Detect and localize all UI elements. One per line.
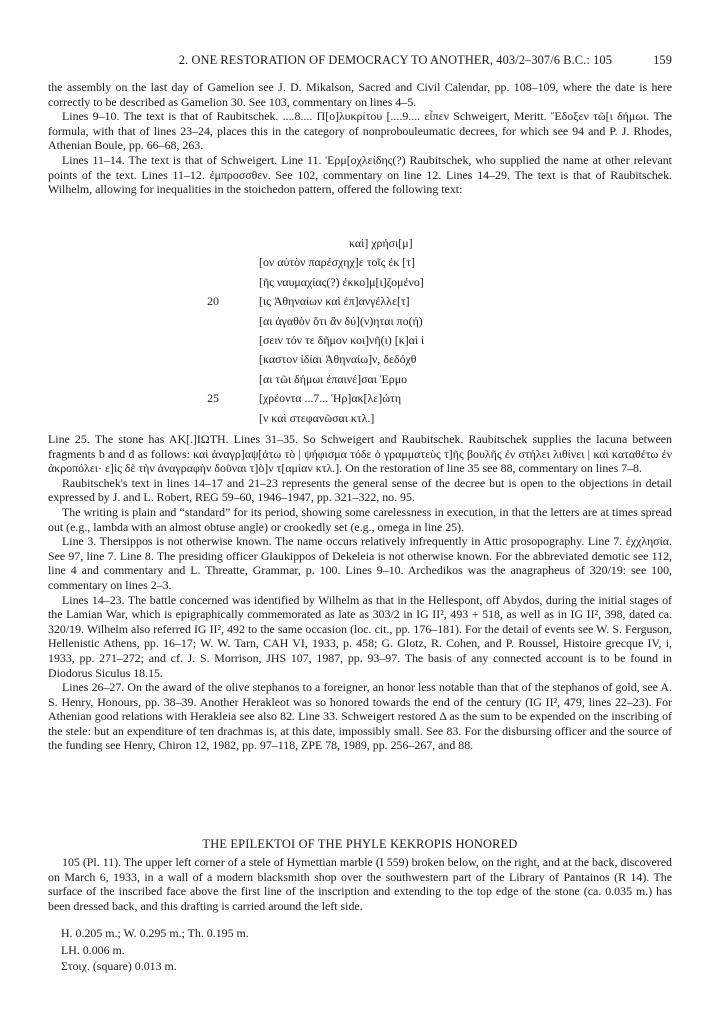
line-text: [σειν τόν τε δῆμον κοι]νῆ(ι) [κ]αὶ ἰ [259,332,425,347]
commentary-paragraph: Line 25. The stone has AK[.]IΩTH. Lines 31–35. So Schweigert and Raubitschek. Raubitschek supplies the lacuna between fragments b and d as follows: καὶ ἀναγρ]αψ[άτω τὸ | ψήφισμα τόδε ὁ γραμματεὺς τ]ῆς βουλῆς ἐν στήλει λιθίνει | καὶ καταθέτω ἐν ἀκροπόλει· ε]ἰς δὲ τὴν ἀναγραφὴν δοῦναι τ]ὸ]ν τ[αμίαν κτλ.]. On the restoration of line 35 see 88, commentary on lines 7–8. [48,432,672,476]
running-title: 2. ONE RESTORATION OF DEMOCRACY TO ANOTHER, 403/2–307/6 B.C.: 105 [178,53,612,67]
greek-inscription-text [207,234,533,428]
inscription-line [233,409,533,428]
line-text: [αι τῶι δήμωι ἐπαινέ]σαι Ἑρμο [259,371,408,386]
commentary-paragraph: Line 3. Thersippos is not otherwise known. The name occurs relatively infrequently in Attic prosopography. Line 7. ἐχχλησία. See 97, line 7. Line 8. The presiding officer Glaukippos of Dekeleia is not otherwise known. For the abbreviated demotic see 112, line 4 and commentary and L. Threatte, Grammar, p. 100. Lines 9–10. Archedikos was the anagrapheus of 320/19: see 100, commentary on lines 2–3. [48,534,672,592]
inscription-line [233,253,533,272]
commentary-lower [48,432,672,753]
inscription-line [207,389,533,408]
commentary-paragraph: Lines 11–14. The text is that of Schweigert. Line 11. Ἑρμ[οχλείδης(?) Raubitschek, who supplied the name at other relevant points of the text. Lines 11–12. ἐμπροσσθεν. See 102, commentary on line 12. Lines 14–29. The text is that of Raubitschek. Wilhelm, allowing for inequalities in the stoichedon pattern, offered the following text: [48,152,672,197]
inscription-line [233,312,533,331]
inscription-line [233,370,533,389]
inscription-line [233,234,533,253]
commentary-paragraph: Lines 14–23. The battle concerned was identified by Wilhelm as that in the Hellespont, off Abydos, during the initial stages of the Lamian War, which is epigraphically commemorated as late as 303/2 in IG II², 493 + 518, as well as in IG II², 398, dated ca. 320/19. Wilhelm also referred IG II², 492 to the same occasion (loc. cit., pp. 176–181). For the detail of events see W. S. Ferguson, Hellenistic Athens, pp. 16–17; W. W. Tarn, CAH VI, 1933, p. 458; G. Glotz, R. Cohen, and P. Roussel, Histoire grecque IV, i, 1933, pp. 271–272; and cf. J. S. Morrison, JHS 107, 1987, pp. 93–97. The basis of any connected account is to be found in Diodorus Siculus 18.15. [48,592,672,680]
inscription-line [233,350,533,369]
entry-105-paragraph: 105 (Pl. 11). The upper left corner of a stele of Hymettian marble (I 559) broken below, on the right, and at the back, discovered on March 6, 1933, in a wall of a modern blacksmith shop over the southwestern part of the Library of Pantainos (R 14). The surface of the inscribed face above the first line of the inscription and extending to the top edge of the stone (ca. 0.035 m.) has been dressed back, and this drafting is carried around the left side. [48,855,672,913]
measurement-line: Στοιχ. (square) 0.013 m. [61,959,177,974]
measurements [61,925,461,975]
commentary-paragraph: Lines 9–10. The text is that of Raubitschek. ....8.... Π[ο]λυκρίτου [....9.... εἶπεν Schweigert, Meritt. Ἔδοξεν τῶ[ι δήμωι. The formula, with that of lines 23–24, places this in the category of nonprobouleumatic decrees, for which see 94 and P. J. Rhodes, Athenian Boule, pp. 66–68, 263. [48,109,672,153]
line-text: [ν καὶ στεφανῶσαι κτλ.] [259,410,375,425]
inscription-line [233,273,533,292]
commentary-upper [48,80,672,197]
inscription-line [207,292,533,311]
line-text: [καστον ἰδίαι Ἀθηναίω]ν, δεδόχθ [259,352,417,367]
running-header [48,51,672,69]
page-number: 159 [653,53,672,67]
line-text: [ῆς ναυμαχίας(?) ἐκκο]μ[ι]ζομένο] [259,274,424,289]
line-number: 20 [207,294,219,309]
entry-description [48,855,672,913]
commentary-paragraph: the assembly on the last day of Gamelion see J. D. Mikalson, Sacred and Civil Calendar, pp. 108–109, where the date is here correctly to be described as Gamelion 30. See 103, commentary on lines 4–5. [48,80,672,109]
line-text: [ον αὐτὸν παρέσχηχ]ε τοῖς ἐκ [τ] [259,255,415,270]
commentary-paragraph: The writing is plain and “standard” for its period, showing some carelessness in execution, in that the letters are at times spread out (e.g., lambda with an almost obtuse angle) or crookedly set (e.g., omega in line 25). [48,504,672,534]
line-text: καὶ] χρήσι[μ] [349,236,413,250]
measurement-line: LH. 0.006 m. [61,942,125,957]
section-heading: THE EPILEKTOI OF THE PHYLE KEKROPIS HONORED [202,837,518,851]
commentary-paragraph: Lines 26–27. On the award of the olive stephanos to a foreigner, an honor less notable than that of the stephanos of gold, see A. S. Henry, Honours, pp. 38–39. Another Herakleot was so honored towards the end of the century (IG II², 479, lines 22–23). For Athenian good relations with Herakleia see also 82. Line 33. Schweigert restored Δ as the sum to be expended on the inscribing of the stele: but an expenditure of ten drachmas is, at this date, impossibly small. See 83. For the disbursing officer and the source of the funding see Henry, Chiron 12, 1982, pp. 97–118, ZPE 78, 1989, pp. 256–267, and 88. [48,680,672,753]
line-text: [χρέοντα ...7... Ἡρ]ακ[λε]ώτη [259,391,402,406]
line-number: 25 [207,391,219,406]
measurement-line: H. 0.205 m.; W. 0.295 m.; Th. 0.195 m. [61,926,249,940]
line-text: [ις Ἀθηναίων καὶ ἐπ]ανγέλλε[τ] [259,294,410,309]
commentary-paragraph: Raubitschek's text in lines 14–17 and 21–23 represents the general sense of the decree but is open to the objections in detail expressed by J. and L. Robert, REG 59–60, 1946–1947, pp. 321–322, no. 95. [48,475,672,505]
inscription-line [233,331,533,350]
line-text: [αι ἀγαθὸν ὅτι ἂν δύ](ν)ηται πο(ή) [259,313,423,328]
